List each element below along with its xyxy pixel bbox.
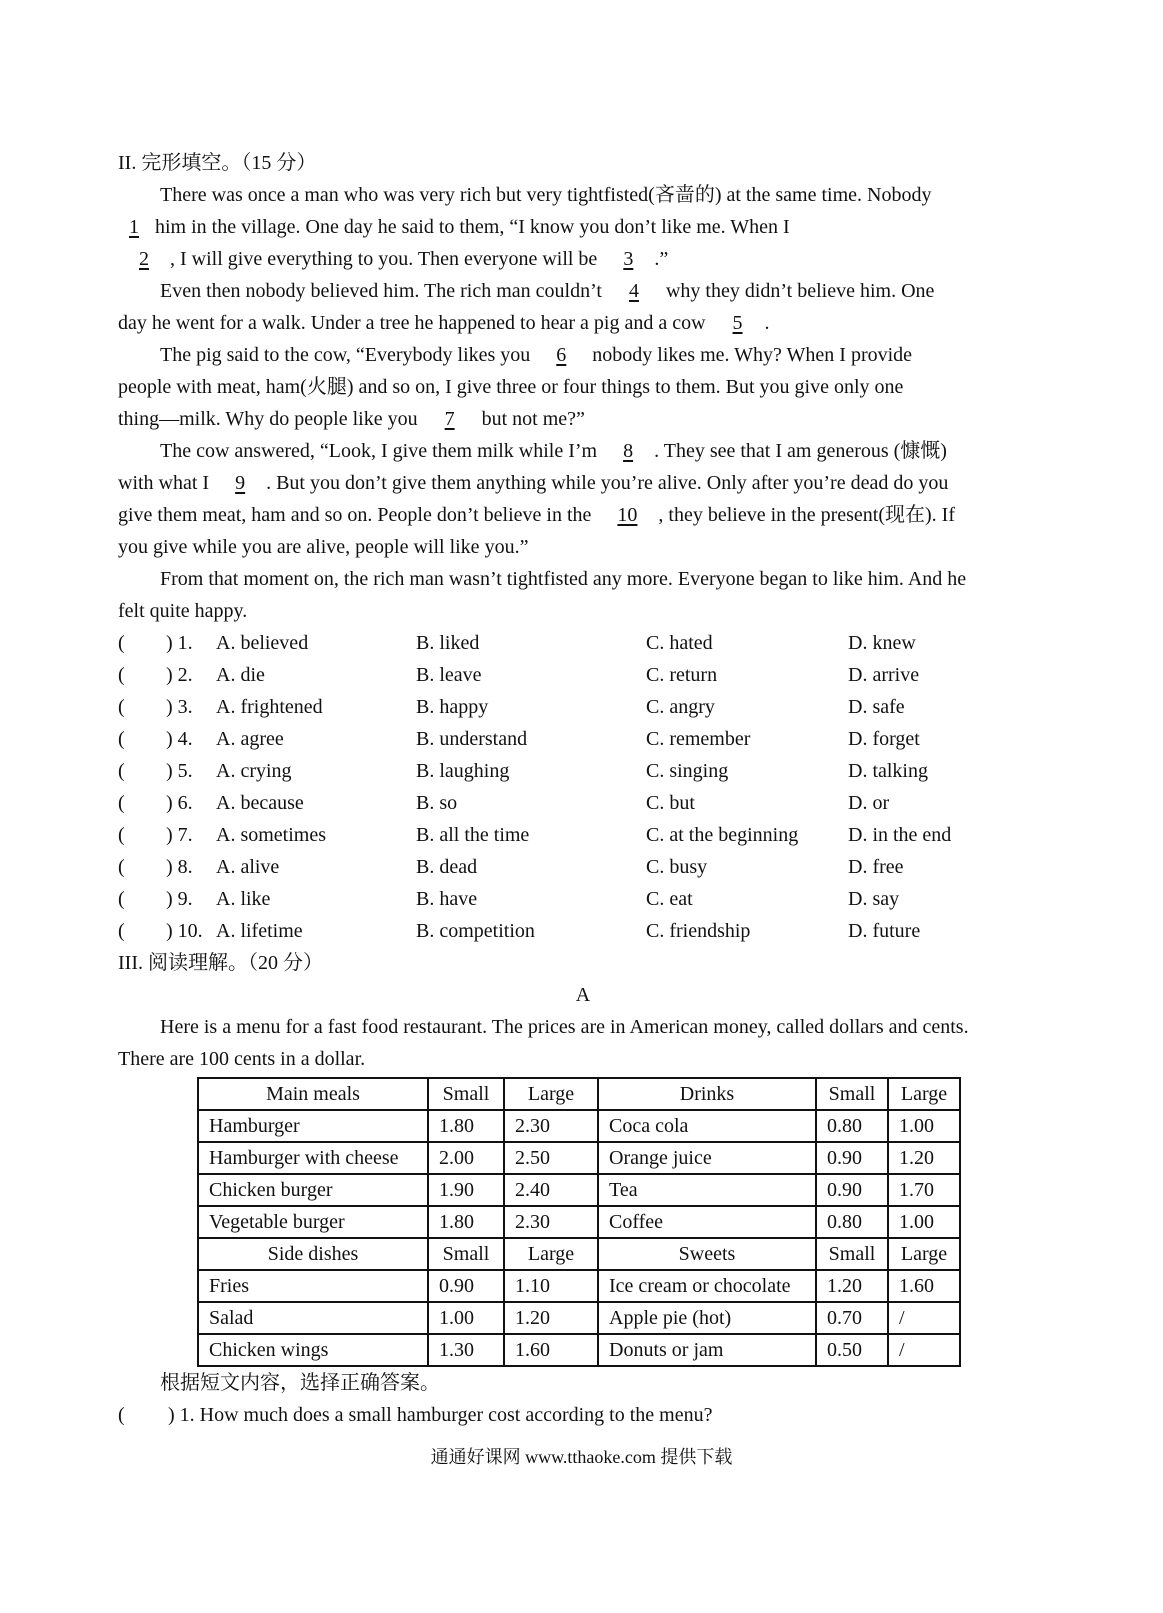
option-row: ( ) 9. A. like B. have C. eat D. say — [118, 888, 900, 910]
passage-line: with what I 9 . But you don’t give them anything while you’re alive. Only after you’re dead do you — [118, 467, 1048, 499]
blank-8: 8 — [623, 440, 634, 462]
option-row: ( ) 8. A. alive B. dead C. busy D. free — [118, 856, 904, 878]
passage-line: Even then nobody believed him. The rich man couldn’t 4 why they didn’t believe him. One — [118, 275, 1048, 307]
table-row — [198, 1302, 960, 1334]
table-header-cell: Small — [428, 1238, 504, 1270]
blank-4: 4 — [628, 280, 639, 302]
table-cell: Donuts or jam — [598, 1334, 816, 1366]
table-cell: 1.20 — [816, 1270, 888, 1302]
option-row: ( ) 1. A. believed B. liked C. hated D. knew — [118, 632, 916, 654]
passage-line: felt quite happy. — [118, 600, 248, 622]
table-cell: 1.00 — [888, 1110, 960, 1142]
exam-page — [118, 147, 1048, 1431]
table-header-cell: Side dishes — [198, 1238, 428, 1270]
table-cell: 0.90 — [816, 1174, 888, 1206]
table-cell: Ice cream or chocolate — [598, 1270, 816, 1302]
section-2-heading: II. 完形填空。（15 分） — [118, 152, 317, 174]
table-cell: Chicken wings — [198, 1334, 428, 1366]
section-3-heading: III. 阅读理解。（20 分） — [118, 952, 323, 974]
table-cell: Tea — [598, 1174, 816, 1206]
passage-line: Here is a menu for a fast food restaurant. The prices are in American money, called dollars and cents. — [160, 1016, 969, 1038]
passage-line: 1 him in the village. One day he said to them, “I know you don’t like me. When I — [118, 211, 1048, 243]
option-row: ( ) 4. A. agree B. understand C. remember D. forget — [118, 728, 920, 750]
passage-line: The pig said to the cow, “Everybody likes you 6 nobody likes me. Why? When I provide — [118, 339, 1048, 371]
table-cell: 1.60 — [888, 1270, 960, 1302]
blank-10: 10 — [617, 504, 638, 526]
blank-5: 5 — [732, 312, 743, 334]
table-cell: 1.80 — [428, 1206, 504, 1238]
table-header-cell: Sweets — [598, 1238, 816, 1270]
table-cell: 1.00 — [888, 1206, 960, 1238]
blank-9: 9 — [235, 472, 246, 494]
option-row: ( ) 2. A. die B. leave C. return D. arrive — [118, 664, 920, 686]
table-row — [198, 1270, 960, 1302]
table-row — [198, 1206, 960, 1238]
table-cell: 2.00 — [428, 1142, 504, 1174]
option-row: ( ) 3. A. frightened B. happy C. angry D. safe — [118, 696, 905, 718]
menu-table — [197, 1077, 961, 1367]
table-header-cell: Main meals — [198, 1078, 428, 1110]
passage-line: 2 , I will give everything to you. Then everyone will be 3 .” — [118, 243, 1048, 275]
table-cell: Coffee — [598, 1206, 816, 1238]
table-cell: 1.90 — [428, 1174, 504, 1206]
blank-6: 6 — [556, 344, 567, 366]
table-header-cell: Large — [504, 1078, 598, 1110]
passage-line: From that moment on, the rich man wasn’t tightfisted any more. Everyone began to like him. And he — [160, 568, 967, 590]
table-cell: 0.70 — [816, 1302, 888, 1334]
table-cell: 2.30 — [504, 1206, 598, 1238]
passage-line: There are 100 cents in a dollar. — [118, 1048, 366, 1070]
instruction-text: 根据短文内容，选择正确答案。 — [160, 1372, 440, 1394]
option-row: ( ) 10. A. lifetime B. competition C. friendship D. future — [118, 920, 921, 942]
passage-line: The cow answered, “Look, I give them milk while I’m 8 . They see that I am generous (慷慨) — [118, 435, 1048, 467]
table-cell: 1.00 — [428, 1302, 504, 1334]
table-cell: Chicken burger — [198, 1174, 428, 1206]
table-row — [198, 1110, 960, 1142]
table-cell: Fries — [198, 1270, 428, 1302]
table-cell: 2.50 — [504, 1142, 598, 1174]
table-cell: 1.60 — [504, 1334, 598, 1366]
table-cell: Hamburger — [198, 1110, 428, 1142]
table-cell: 0.80 — [816, 1206, 888, 1238]
passage-line: thing—milk. Why do people like you 7 but not me?” — [118, 403, 1048, 435]
table-header-cell: Large — [504, 1238, 598, 1270]
table-cell: Orange juice — [598, 1142, 816, 1174]
table-cell: 1.80 — [428, 1110, 504, 1142]
option-row: ( ) 6. A. because B. so C. but D. or — [118, 792, 890, 814]
blank-7: 7 — [444, 408, 455, 430]
footer-text: 通通好课网 www.tthaoke.com 提供下载 — [430, 1447, 733, 1467]
table-cell: 0.50 — [816, 1334, 888, 1366]
table-header-cell: Small — [816, 1238, 888, 1270]
table-row — [198, 1334, 960, 1366]
table-cell: Vegetable burger — [198, 1206, 428, 1238]
table-header-cell: Large — [888, 1238, 960, 1270]
part-label: A — [575, 984, 591, 1006]
table-cell: 2.30 — [504, 1110, 598, 1142]
blank-1: 1 — [129, 216, 139, 238]
blank-3: 3 — [623, 248, 634, 270]
passage-line: There was once a man who was very rich but very tightfisted(吝啬的) at the same time. Nobody — [160, 184, 932, 206]
table-header-cell: Small — [816, 1078, 888, 1110]
table-row — [198, 1142, 960, 1174]
blank-2: 2 — [139, 248, 149, 270]
table-cell: Hamburger with cheese — [198, 1142, 428, 1174]
passage-line: you give while you are alive, people will like you.” — [118, 536, 529, 558]
table-row — [198, 1238, 960, 1270]
option-row: ( ) 7. A. sometimes B. all the time C. at the beginning D. in the end — [118, 824, 952, 846]
table-header-cell: Large — [888, 1078, 960, 1110]
table-cell: Salad — [198, 1302, 428, 1334]
options-list — [118, 627, 1048, 947]
table-cell: / — [888, 1302, 960, 1334]
option-row: ( ) 5. A. crying B. laughing C. singing D. talking — [118, 760, 928, 782]
table-cell: 0.90 — [816, 1142, 888, 1174]
passage-line: people with meat, ham(火腿) and so on, I give three or four things to them. But you give only one — [118, 376, 904, 398]
passage-line: day he went for a walk. Under a tree he happened to hear a pig and a cow 5 . — [118, 307, 1048, 339]
table-header-cell: Small — [428, 1078, 504, 1110]
passage-line: give them meat, ham and so on. People don’t believe in the 10 , they believe in the present(现在). If — [118, 499, 1048, 531]
table-cell: 1.30 — [428, 1334, 504, 1366]
table-row — [198, 1174, 960, 1206]
table-cell: 1.20 — [888, 1142, 960, 1174]
question-row: ( ) 1. How much does a small hamburger cost according to the menu? — [118, 1404, 713, 1426]
table-cell: Coca cola — [598, 1110, 816, 1142]
table-cell: Apple pie (hot) — [598, 1302, 816, 1334]
table-cell: 1.20 — [504, 1302, 598, 1334]
table-row — [198, 1078, 960, 1110]
table-cell: 0.80 — [816, 1110, 888, 1142]
table-cell: 0.90 — [428, 1270, 504, 1302]
table-header-cell: Drinks — [598, 1078, 816, 1110]
table-cell: 1.10 — [504, 1270, 598, 1302]
table-cell: / — [888, 1334, 960, 1366]
table-cell: 2.40 — [504, 1174, 598, 1206]
table-cell: 1.70 — [888, 1174, 960, 1206]
